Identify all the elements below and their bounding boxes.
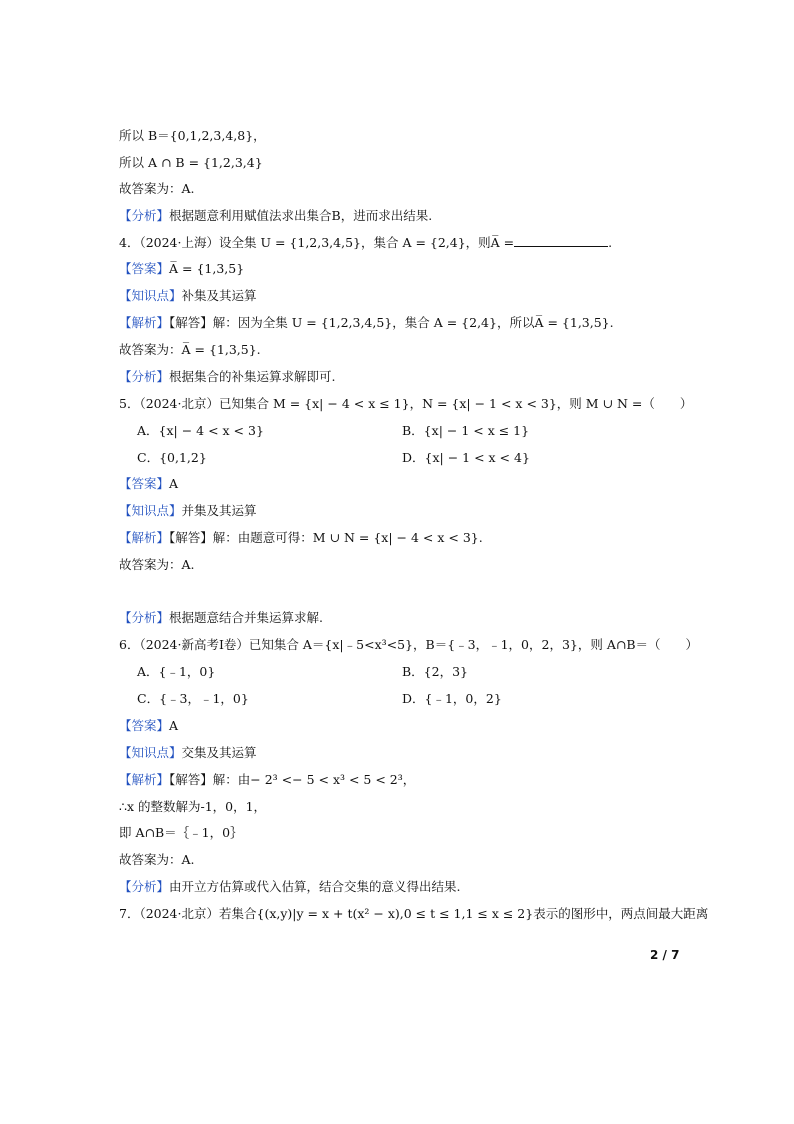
- analysis-tag: 【分析】: [119, 610, 170, 625]
- analysis-tag: 【分析】: [119, 879, 170, 894]
- text-line: 故答案为：A.: [119, 181, 195, 196]
- analysis-line: 【分析】根据集合的补集运算求解即可.: [119, 369, 336, 384]
- analysis-line: 【分析】根据题意利用赋值法求出集合B，进而求出结果.: [119, 208, 433, 223]
- knowledge-tag: 【知识点】: [119, 745, 182, 760]
- answer-tag: 【答案】: [119, 476, 170, 491]
- analysis-line: 【分析】根据题意结合并集运算求解.: [119, 610, 323, 625]
- text-line: 故答案为：A.: [119, 852, 195, 867]
- answer-tag: 【答案】: [119, 261, 170, 276]
- knowledge-line: 【知识点】交集及其运算: [119, 745, 257, 760]
- page-number: 2 / 7: [650, 948, 680, 962]
- knowledge-tag: 【知识点】: [119, 503, 182, 518]
- knowledge-tag: 【知识点】: [119, 288, 182, 303]
- answer-line: 【答案】A: [119, 476, 179, 491]
- answer-blank: [514, 234, 608, 247]
- solution-tag: 【解析】: [119, 315, 170, 330]
- option-a: A．{﹣1，0}: [137, 664, 216, 679]
- solution-tag: 【解析】: [119, 772, 170, 787]
- question-4: 4．（2024·上海）设全集 U = {1,2,3,4,5}，集合 A = {2,4}，则A̅ = .: [119, 235, 613, 250]
- text-line: 即 A∩B＝｛﹣1，0｝: [119, 825, 243, 840]
- text-line: 所以 B＝{0,1,2,3,4,8}，: [119, 128, 266, 143]
- option-c: C．{0,1,2}: [137, 450, 207, 465]
- option-c: C．{﹣3，﹣1，0}: [137, 691, 249, 706]
- knowledge-line: 【知识点】并集及其运算: [119, 503, 257, 518]
- text-line: 故答案为：A̅ = {1,3,5}.: [119, 342, 261, 357]
- option-b: B．{2，3}: [402, 664, 468, 679]
- option-b: B．{x| − 1 < x ≤ 1}: [402, 423, 530, 438]
- option-d: D．{﹣1，0，2}: [402, 691, 502, 706]
- option-a: A．{x| − 4 < x < 3}: [137, 423, 264, 438]
- analysis-line: 【分析】由开立方估算或代入估算，结合交集的意义得出结果.: [119, 879, 461, 894]
- analysis-tag: 【分析】: [119, 369, 170, 384]
- question-5: 5．（2024·北京）已知集合 M = {x| − 4 < x ≤ 1}，N = {x| − 1 < x < 3}，则 M ∪ N =（ ）: [119, 396, 693, 411]
- answer-tag: 【答案】: [119, 718, 170, 733]
- solution-line: 【解析】【解答】解：由− 2³ <− 5 < x³ < 5 < 2³，: [119, 772, 416, 787]
- analysis-tag: 【分析】: [119, 208, 170, 223]
- option-d: D．{x| − 1 < x < 4}: [402, 450, 530, 465]
- knowledge-line: 【知识点】补集及其运算: [119, 288, 257, 303]
- answer-line: 【答案】A: [119, 718, 179, 733]
- text-line: 故答案为：A.: [119, 557, 195, 572]
- solution-line: 【解析】【解答】解：由题意可得：M ∪ N = {x| − 4 < x < 3}.: [119, 530, 483, 545]
- text-line: 所以 A ∩ B = {1,2,3,4}: [119, 155, 263, 170]
- answer-line: 【答案】A̅ = {1,3,5}: [119, 261, 245, 276]
- question-7: 7．（2024·北京）若集合{(x,y)|y = x + t(x² − x),0 ≤ t ≤ 1,1 ≤ x ≤ 2}表示的图形中，两点间最大距离: [119, 906, 709, 921]
- solution-line: 【解析】【解答】解：因为全集 U = {1,2,3,4,5}，集合 A = {2,4}，所以A̅ = {1,3,5}.: [119, 315, 614, 330]
- question-6: 6．（2024·新高考Ⅰ卷）已知集合 A＝{x|﹣5<x³<5}，B＝{﹣3，﹣1，0，2，3}，则 A∩B＝（ ）: [119, 637, 699, 652]
- text-line: ∴x 的整数解为-1，0，1，: [119, 799, 267, 814]
- solution-tag: 【解析】: [119, 530, 170, 545]
